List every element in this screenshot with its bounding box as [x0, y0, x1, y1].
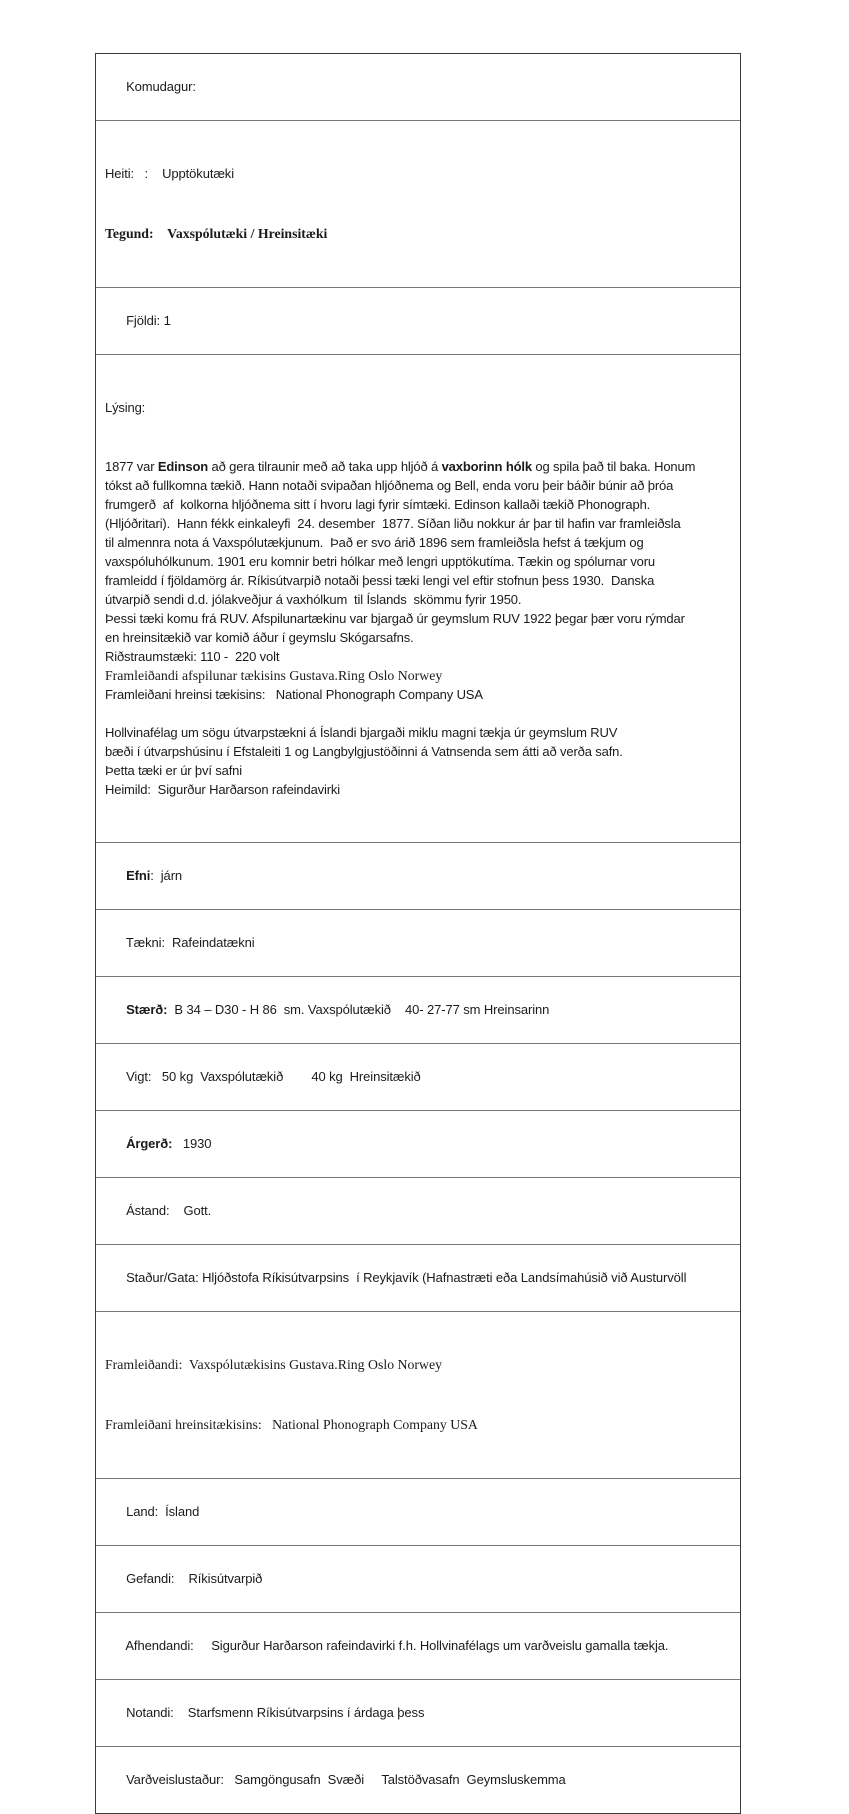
- description-line: [105, 647, 732, 666]
- description-text-segment: Hollvinafélag um sögu útvarpstækni á Íslandi bjargaði miklu magni tækja úr geymslum RUV: [105, 725, 618, 740]
- row-afhendandi: [96, 1612, 740, 1679]
- komudagur-label: Komudagur:: [126, 79, 196, 94]
- description-text-segment: til almennra nota á Vaxspólutækjunum. Það er svo árið 1896 sem framleiðsla hefst á tækjum og: [105, 535, 644, 550]
- row-land: [96, 1478, 740, 1545]
- row-taekni: [96, 909, 740, 976]
- afhendandi-value: Sigurður Harðarson rafeindavirki f.h. Hollvinafélags um varðveislu gamalla tækja.: [193, 1638, 669, 1653]
- description-text-segment: (Hljóðritari). Hann fékk einkaleyfi 24. desember 1877. Síðan liðu nokkur ár þar til hafin var framleiðsla: [105, 516, 681, 531]
- land-label: Land:: [126, 1504, 159, 1519]
- description-text-segment: Framleiðandi afspilunar tækisins Gustava.Ring Oslo Norwey: [105, 668, 443, 683]
- description-line: [105, 457, 732, 476]
- heiti-line: Heiti: : Upptökutæki: [105, 166, 234, 181]
- gefandi-label: Gefandi:: [126, 1571, 175, 1586]
- fjoldi-value: 1: [160, 313, 171, 328]
- description-line: [105, 590, 732, 609]
- description-line: [105, 666, 732, 685]
- description-text-segment: og spila það til baka. Honum: [531, 459, 696, 474]
- row-argerd: [96, 1110, 740, 1177]
- catalog-table: [95, 53, 741, 1814]
- row-fjoldi: [96, 287, 740, 354]
- row-komudagur: [96, 54, 740, 120]
- row-astand: [96, 1177, 740, 1244]
- description-lines: [105, 457, 732, 799]
- description-line: [105, 685, 732, 704]
- description-line: [105, 571, 732, 590]
- description-line: [105, 476, 732, 495]
- row-notandi: [96, 1679, 740, 1746]
- description-line: [105, 495, 732, 514]
- description-text-segment: að gera tilraunir með að taka upp hljóð á: [208, 459, 442, 474]
- description-text-segment: Þessi tæki komu frá RUV. Afspilunartækinu var bjargað úr geymslum RUV 1922 þegar þær voru rýmdar: [105, 611, 685, 626]
- description-line: [105, 761, 732, 780]
- row-efni: [96, 842, 740, 909]
- row-stadur-gata: [96, 1244, 740, 1311]
- lysing-label: Lýsing:: [105, 400, 146, 415]
- argerd-value: 1930: [172, 1136, 212, 1151]
- vigt-label: Vigt:: [126, 1069, 152, 1084]
- tegund-label: Tegund:: [105, 226, 154, 241]
- description-text-segment: tókst að fullkomna tækið. Hann notaði svipaðan hljóðnema og Bell, enda voru þeir báðir búnir að þróa: [105, 478, 674, 493]
- staerd-label: Stærð:: [126, 1002, 168, 1017]
- stadur-gata-label: Staður/Gata:: [126, 1270, 199, 1285]
- row-lysing: [96, 354, 740, 842]
- description-text-segment: 1877 var: [105, 459, 158, 474]
- notandi-label: Notandi:: [126, 1705, 174, 1720]
- framleidandi-line-1: Framleiðandi: Vaxspólutækisins Gustava.Ring Oslo Norwey: [105, 1357, 442, 1372]
- notandi-value: Starfsmenn Ríkisútvarpsins í árdaga þess: [173, 1705, 425, 1720]
- stadur-gata-value: Hljóðstofa Ríkisútvarpsins í Reykjavík (Hafnastræti eða Landsímahúsið við Austurvöll: [198, 1270, 687, 1285]
- description-line: [105, 628, 732, 647]
- afhendandi-label: Afhendandi:: [125, 1638, 194, 1653]
- description-line: [105, 514, 732, 533]
- row-framleidandi: [96, 1311, 740, 1478]
- row-staerd: [96, 976, 740, 1043]
- taekni-label: Tækni:: [125, 935, 165, 950]
- astand-label: Ástand:: [126, 1203, 170, 1218]
- fjoldi-label: Fjöldi:: [126, 313, 161, 328]
- argerd-label: Árgerð:: [126, 1136, 173, 1151]
- description-line: [105, 533, 732, 552]
- description-line: [105, 704, 732, 723]
- astand-value: Gott.: [169, 1203, 212, 1218]
- description-text-segment: vaxborinn hólk: [441, 459, 532, 474]
- land-value: Ísland: [158, 1504, 200, 1519]
- vardveislustadur-label: Varðveislustaður:: [126, 1772, 224, 1787]
- framleidandi-line-2: Framleiðani hreinsitækisins: National Phonograph Company USA: [105, 1417, 478, 1432]
- tegund-value: Vaxspólutæki / Hreinsitæki: [153, 226, 328, 241]
- description-text-segment: frumgerð af kolkorna hljóðnema sitt í hvoru lagi fyrir símtæki. Edinson kallaði tækið Phonograph.: [105, 497, 651, 512]
- vardveislustadur-value: Samgöngusafn Svæði Talstöðvasafn Geymsluskemma: [223, 1772, 566, 1787]
- description-text-segment: framleidd í fjöldamörg ár. Ríkisútvarpið notaði þessi tæki lengi vel eftir stofnun þess 1930. Danska: [105, 573, 655, 588]
- description-line: [105, 552, 732, 571]
- description-line: [105, 609, 732, 628]
- description-text-segment: útvarpið sendi d.d. jólakveðjur á vaxhólkum til Íslands skömmu fyrir 1950.: [105, 592, 522, 607]
- vigt-value: 50 kg Vaxspólutækið 40 kg Hreinsitækið: [151, 1069, 421, 1084]
- description-text-segment: bæði í útvarpshúsinu í Efstaleiti 1 og Langbylgjustöðinni á Vatnsenda sem átti að verða safn.: [105, 744, 623, 759]
- description-line: [105, 723, 732, 742]
- description-text-segment: Edinson: [157, 459, 209, 474]
- row-gefandi: [96, 1545, 740, 1612]
- description-text-segment: en hreinsitækið var komið áður í geymslu Skógarsafns.: [105, 630, 414, 645]
- efni-label: Efni: [126, 868, 151, 883]
- gefandi-value: Ríkisútvarpið: [174, 1571, 263, 1586]
- row-vigt: [96, 1043, 740, 1110]
- row-heiti-tegund: [96, 120, 740, 287]
- efni-value: : járn: [150, 868, 183, 883]
- description-line: [105, 780, 732, 799]
- staerd-value: B 34 – D30 - H 86 sm. Vaxspólutækið 40- 27-77 sm Hreinsarinn: [167, 1002, 550, 1017]
- row-vardveislustadur: [96, 1746, 740, 1813]
- description-line: [105, 742, 732, 761]
- description-text-segment: Þetta tæki er úr því safni: [105, 763, 242, 778]
- description-text-segment: Riðstraumstæki: 110 - 220 volt: [105, 649, 280, 664]
- description-text-segment: Framleiðani hreinsi tækisins: National Phonograph Company USA: [105, 687, 483, 702]
- description-text-segment: vaxspóluhólkunum. 1901 eru komnir betri hólkar með lengri upptökutíma. Tækin og spólurnar voru: [105, 554, 656, 569]
- description-text-segment: Heimild: Sigurður Harðarson rafeindavirki: [105, 782, 341, 797]
- tegund-line: [105, 224, 732, 244]
- taekni-value: Rafeindatækni: [164, 935, 255, 950]
